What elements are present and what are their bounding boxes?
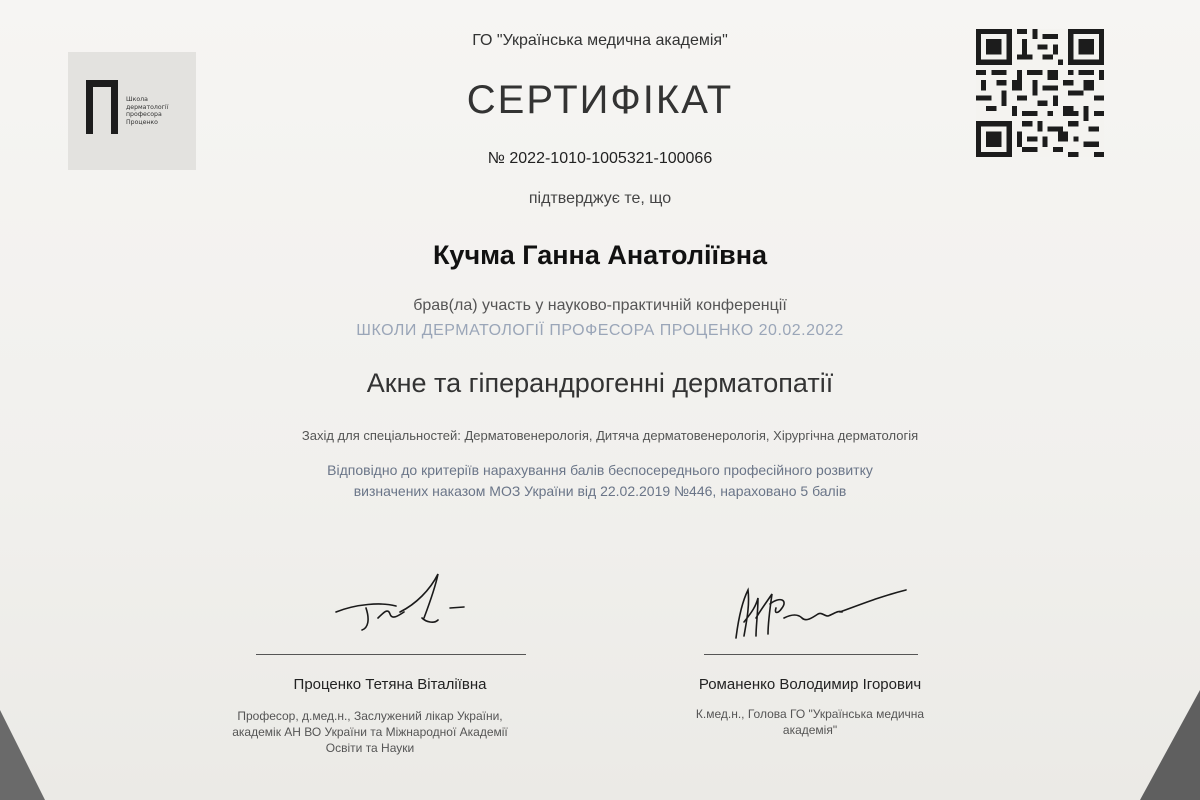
signatory-1-role-line: Професор, д.мед.н., Заслужений лікар України, — [237, 709, 503, 723]
recipient-name: Кучма Ганна Анатоліївна — [432, 240, 768, 270]
signature-1-handwritten — [326, 568, 472, 640]
certificate-title: СЕРТИФІКАТ — [466, 78, 734, 122]
logo-text-line: Проценко — [126, 118, 158, 126]
criteria-text-line-1: Відповідно до критеріїв нарахування балів беспосереднього професійного розвитку — [327, 462, 873, 478]
signature-line-1 — [256, 654, 526, 655]
organization-name: ГО "Українська медична академія" — [472, 32, 728, 49]
logo-text-line: Школа — [126, 96, 148, 103]
signatory-1-name: Проценко Тетяна Віталіївна — [293, 676, 487, 693]
certificate-number: № 2022-1010-1005321-100066 — [487, 150, 713, 167]
signature-2-handwritten — [722, 578, 912, 648]
event-topic: Акне та гіперандрогенні дерматопатії — [366, 368, 834, 398]
logo-text-line: дерматології — [126, 103, 169, 111]
confirms-text: підтверджує те, що — [528, 190, 672, 207]
logo-text-line: професора — [126, 111, 162, 119]
signatory-2-role — [640, 706, 980, 738]
event-name: ШКОЛИ ДЕРМАТОЛОГІЇ ПРОФЕСОРА ПРОЦЕНКО 20.02.2022 — [356, 322, 844, 339]
signatory-2-name: Романенко Володимир Ігорович — [698, 676, 922, 693]
participation-text: брав(ла) участь у науково-практичній конференції — [413, 297, 787, 314]
background-corner — [0, 710, 45, 800]
signatory-2-role-line: академія" — [782, 723, 838, 737]
signatory-1-role — [180, 708, 560, 756]
specialties-text: Захід для спеціальностей: Дерматовенерологія, Дитяча дерматовенерологія, Хірургічна дерматологія — [301, 428, 919, 443]
signature-line-2 — [704, 654, 918, 655]
signatory-2-role-line: К.мед.н., Голова ГО "Українська медична — [695, 707, 925, 721]
signatory-1-role-line: академік АН ВО України та Міжнародної Академії — [232, 725, 508, 739]
background-corner — [1140, 690, 1200, 800]
signatory-1-role-line: Освіти та Науки — [325, 741, 415, 755]
criteria-text-line-2: визначених наказом МОЗ України від 22.02.2019 №446, нараховано 5 балів — [353, 483, 847, 499]
